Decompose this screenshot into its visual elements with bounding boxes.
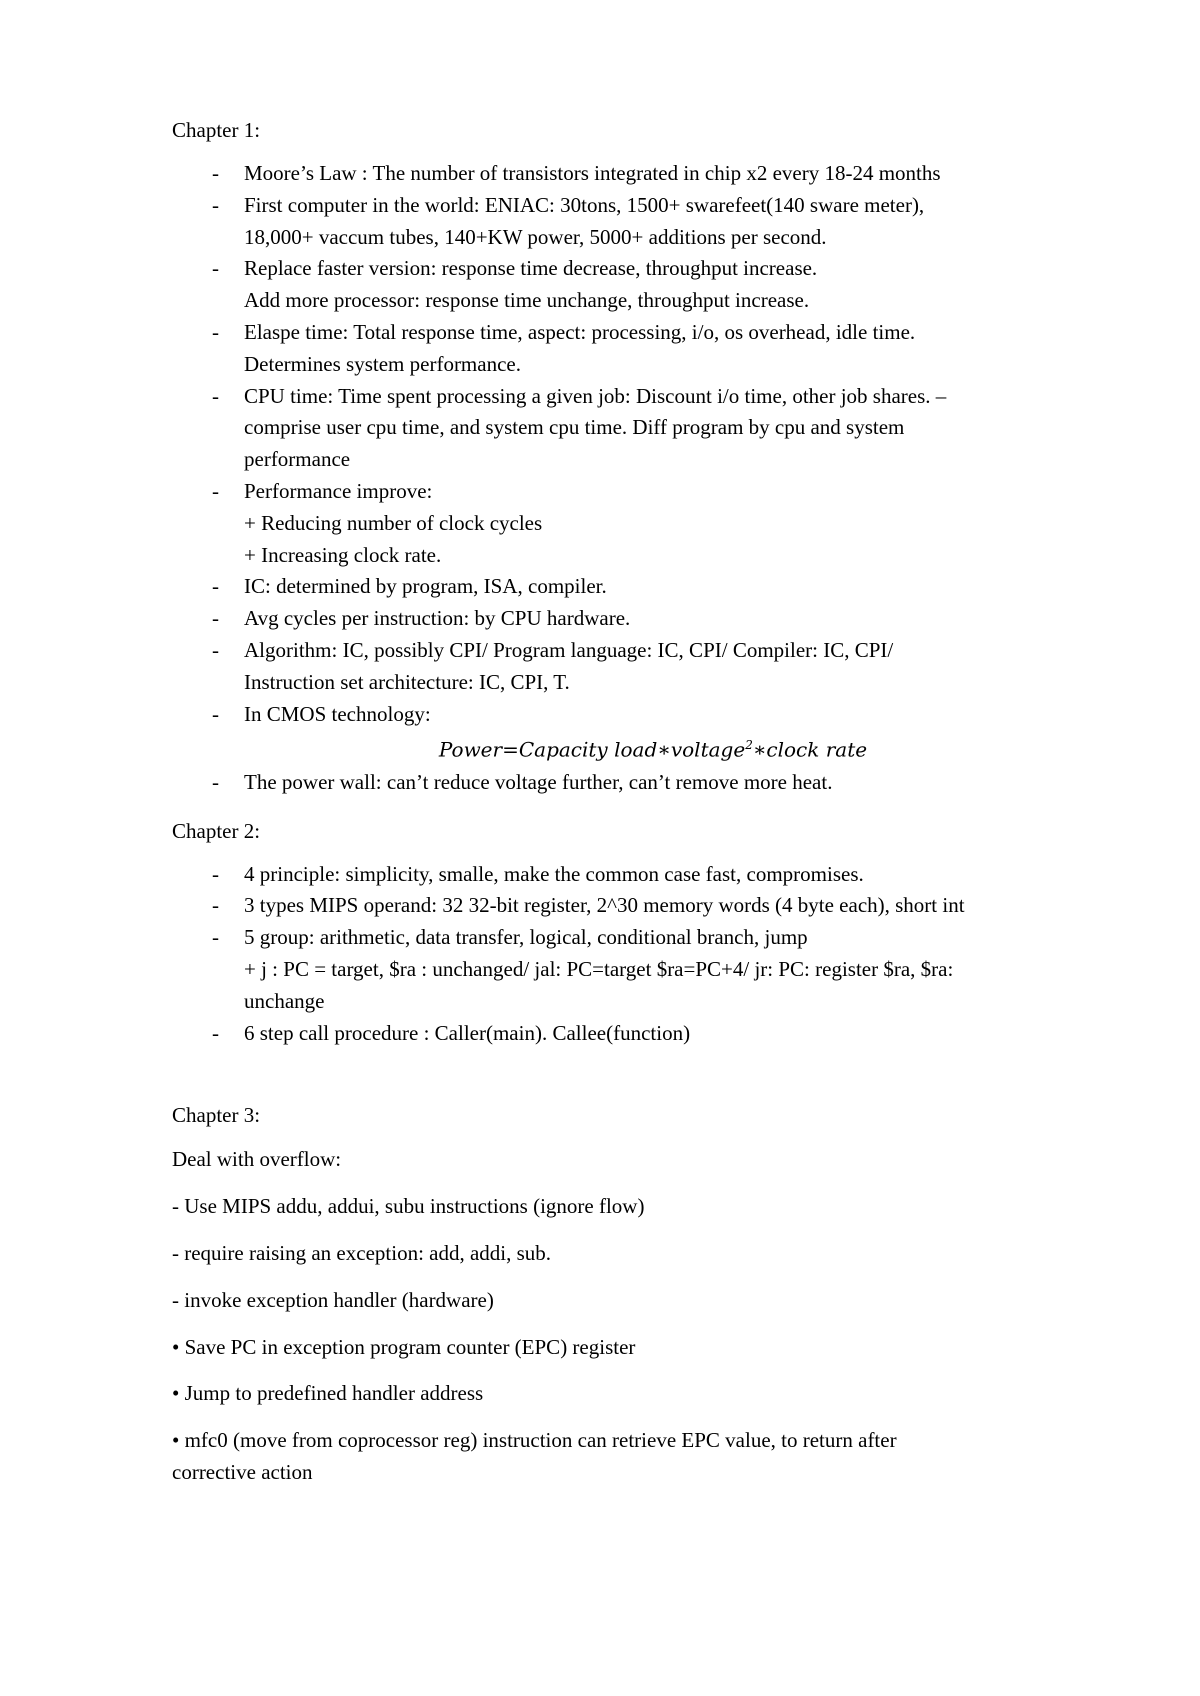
paragraph: - invoke exception handler (hardware) xyxy=(172,1287,494,1312)
list-item: - 3 types MIPS operand: 32 32-bit register, 2^30 memory words (4 byte each), short int xyxy=(212,893,965,918)
paragraph: Deal with overflow: xyxy=(172,1147,342,1172)
list-item: - IC: determined by program, ISA, compiler. xyxy=(212,574,607,599)
list-item: - CPU time: Time spent processing a given job: Discount i/o time, other job shares. – comprise user cpu time, and system cpu time. Diff program by cpu and system performance xyxy=(212,383,947,472)
list-item: - Elaspe time: Total response time, aspect: processing, i/o, os overhead, idle time. Determines system performance. xyxy=(212,319,916,376)
list-item: - First computer in the world: ENIAC: 30tons, 1500+ swarefeet(140 sware meter), 18,000+ vaccum tubes, 140+KW power, 5000+ additions per second. xyxy=(212,192,925,249)
paragraph: • Jump to predefined handler address xyxy=(172,1381,484,1406)
list-item: - Replace faster version: response time decrease, throughput increase. Add more processor: response time unchange, throughput increase. xyxy=(212,256,818,313)
list-item: - Avg cycles per instruction: by CPU hardware. xyxy=(212,606,631,631)
paragraph: - require raising an exception: add, addi, sub. xyxy=(172,1240,552,1265)
power-formula: Power=Capacity load∗voltage$^2$∗clock rate xyxy=(438,738,868,762)
chapter-1-list xyxy=(172,158,1092,799)
document-page xyxy=(172,116,1092,1489)
list-item: - 4 principle: simplicity, smalle, make the common case fast, compromises. xyxy=(212,861,864,886)
list-item: - The power wall: can’t reduce voltage further, can’t remove more heat. xyxy=(212,769,833,794)
chapter-3-heading: Chapter 3: xyxy=(172,1103,261,1128)
list-item: - Moore’s Law : The number of transistors integrated in chip x2 every 18-24 months xyxy=(212,161,941,185)
paragraph: - Use MIPS addu, addui, subu instructions (ignore flow) xyxy=(172,1194,645,1219)
list-item: - In CMOS technology: Power=Capacity load∗voltage$^2$∗clock rate xyxy=(172,699,1092,767)
list-item: - 6 step call procedure : Caller(main). Callee(function) xyxy=(212,1020,691,1045)
chapter-2-list xyxy=(172,859,1092,1050)
chapter-1-heading: Chapter 1: xyxy=(172,118,261,142)
chapter-2-heading: Chapter 2: xyxy=(172,818,261,843)
paragraph: • mfc0 (move from coprocessor reg) instruction can retrieve EPC value, to return after corrective action xyxy=(172,1428,897,1484)
list-item: - Algorithm: IC, possibly CPI/ Program language: IC, CPI/ Compiler: IC, CPI/ Instruction set architecture: IC, CPI, T. xyxy=(212,637,894,694)
list-item: - Performance improve: + Reducing number of clock cycles + Increasing clock rate. xyxy=(212,478,543,567)
list-item: - 5 group: arithmetic, data transfer, logical, conditional branch, jump + j : PC = target, $ra : unchanged/ jal: PC=target $ra=PC+4/ jr: PC: register $ra, $ra: unchange xyxy=(212,925,954,1013)
paragraph: • Save PC in exception program counter (EPC) register xyxy=(172,1334,636,1359)
